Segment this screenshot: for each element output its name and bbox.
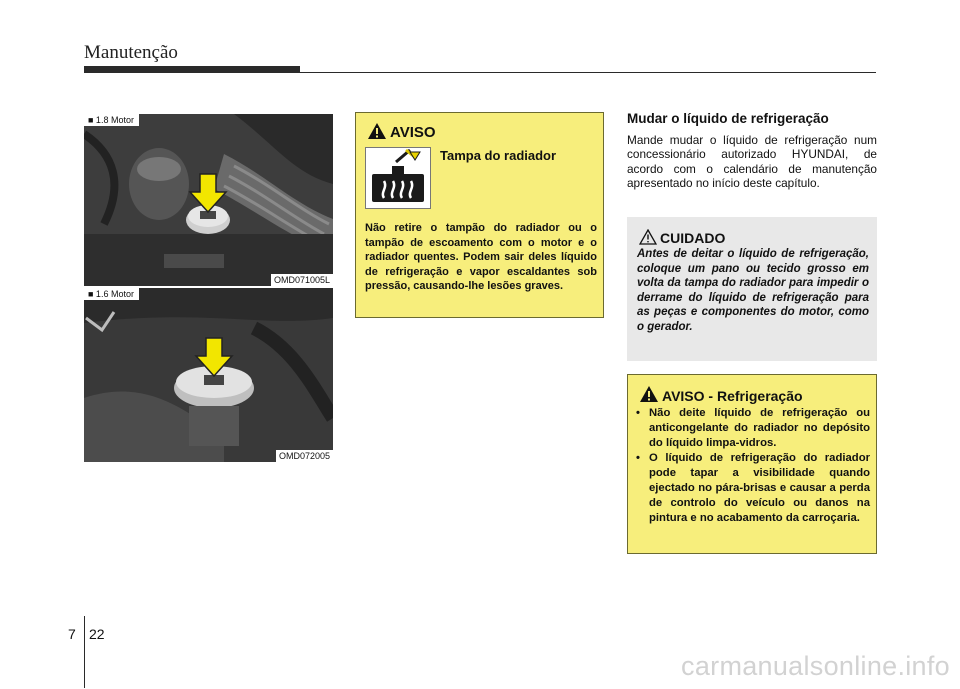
warning-coolant-list [636, 406, 870, 526]
photo-label-1-6: ■ 1.6 Motor [84, 288, 139, 300]
section-body: Mande mudar o líquido de refrigeração num concessionário autorizado HYUNDAI, de acordo com o calendário de manutenção apresentado no início deste capítulo. [627, 133, 877, 191]
caution-text: Antes de deitar o líquido de refrigeração, coloque um pano ou tecido grosso em volta da tampa do radiador para impedir o derrame do líquido de refrigeração para as peças e componentes do motor, como o gerador. [637, 248, 869, 333]
section-title: Mudar o líquido de refrigeração [627, 111, 829, 126]
page-header-title: Manutenção [84, 42, 178, 63]
photo-label-1-8: ■ 1.8 Motor [84, 114, 139, 126]
warning-text: Não retire o tampão do radiador ou o tampão de escoamento com o motor e o radiador quentes. Podem sair deles líquido de refrigeração e vapor escaldantes sob pressão, causando-lhe lesões graves. [365, 222, 597, 293]
chapter-number: 7 [68, 626, 76, 642]
warning-subheading: Tampa do radiador [440, 148, 557, 163]
engine-photo-1-6-image [84, 288, 333, 462]
caution-box [627, 217, 877, 361]
photo-code-1-6: OMD072005 [276, 450, 333, 462]
engine-photo-1-8-image [84, 114, 333, 286]
list-item: • O líquido de refrigeração do radiador pode tapar a visibilidade quando ejectado no pára-brisas e causar a perda de controlo do veículo ou danos na pintura e no acabamento da carroçaria. [636, 451, 870, 525]
warning-heading: AVISO [390, 124, 436, 141]
warning-triangle-icon [639, 385, 659, 403]
warning-box-coolant [627, 374, 877, 554]
caution-triangle-icon [639, 229, 657, 245]
caution-heading: CUIDADO [660, 230, 726, 246]
watermark: carmanualsonline.info [681, 651, 950, 681]
warning-box-radiator-cap [355, 112, 604, 318]
footer-divider [84, 616, 85, 688]
radiator-cap-hot-warning-icon [365, 147, 431, 209]
warning-triangle-icon [367, 122, 387, 140]
header-rule [84, 72, 876, 73]
warning-coolant-heading: AVISO - Refrigeração [662, 388, 803, 404]
engine-photo-1-6 [84, 288, 333, 462]
photo-code-1-8: OMD071005L [271, 274, 333, 286]
engine-photo-1-8 [84, 114, 333, 286]
page-number: 22 [89, 626, 105, 642]
list-item: • Não deite líquido de refrigeração ou anticongelante do radiador no depósito do líquido limpa-vidros. [636, 406, 870, 450]
